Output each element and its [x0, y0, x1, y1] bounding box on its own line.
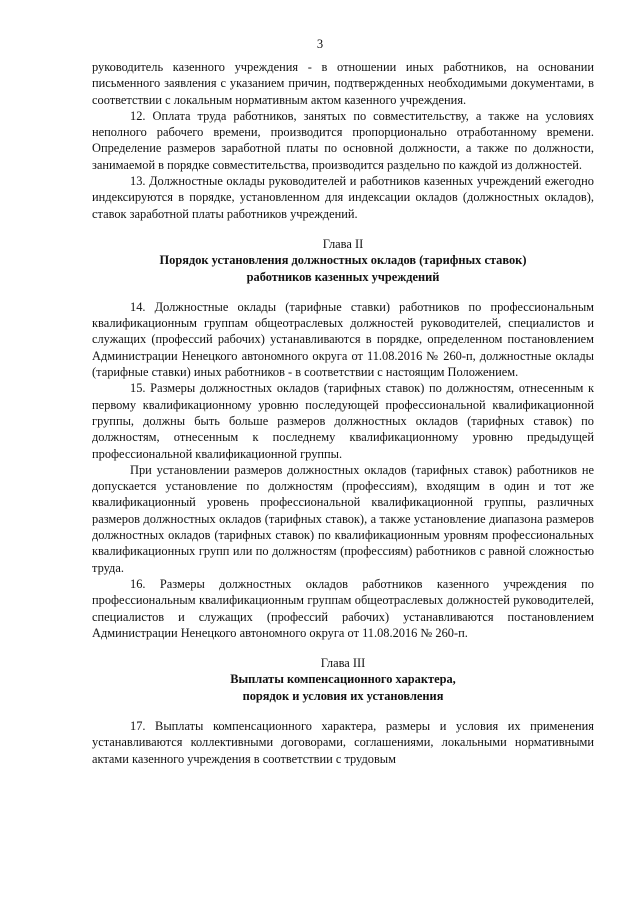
- paragraph-14: 14. Должностные оклады (тарифные ставки) работников по профессиональным квалификационным группам общеотраслевых должностей руководителей, специалистов и служащих (профессий рабочих) устанавливаются в порядке, определенном постановлением Администрации Ненецкого автономного округа от 11.08.2016 № 260-п, должностные оклады (тарифные ставки) иных работников - в соответствии с настоящим Положением.: [92, 299, 594, 380]
- chapter-2-title-line-2: работников казенных учреждений: [246, 269, 440, 284]
- paragraph-15-continued: При установлении размеров должностных окладов (тарифных ставок) работников не допускается установление по должностям (профессиям), входящим в один и тот же квалификационный уровень профессиональной квалификационной группы, различных размеров должностных окладов (тарифных ставок), а также установление диапазона размеров должностных окладов (тарифных ставок) по квалификационным уровням профессиональных квалификационных групп или по должностям (профессиям) работников с равной сложностью труда.: [92, 462, 594, 575]
- paragraph-12: 12. Оплата труда работников, занятых по совместительству, а также на условиях неполного рабочего времени, производится пропорционально отработанному времени. Определение размеров заработной платы по основной должности, а также по должности, занимаемой в порядке совместительства, производится раздельно по каждой из должностей.: [92, 108, 594, 172]
- chapter-3-title-line-2: порядок и условия их установления: [242, 688, 444, 703]
- paragraph-13: 13. Должностные оклады руководителей и работников казенных учреждений ежегодно индексируются в порядке, установленном для индексации окладов (должностных окладов), ставок заработной платы работников учреждений.: [92, 174, 594, 221]
- document-body: [92, 59, 594, 767]
- chapter-3-title-line-1: Выплаты компенсационного характера,: [230, 672, 456, 687]
- chapter-2-label: Глава II: [322, 236, 364, 251]
- chapter-3-label: Глава III: [320, 656, 366, 671]
- paragraph-17: 17. Выплаты компенсационного характера, размеры и условия их применения устанавливаются коллективными договорами, соглашениями, локальными нормативными актами казенного учреждения в соответствии с трудовым: [92, 718, 594, 766]
- paragraph-continuation: руководитель казенного учреждения - в отношении иных работников, на основании письменного заявления с указанием причин, подтвержденных необходимыми документами, в соответствии с локальным нормативным актом казенного учреждения.: [92, 60, 594, 107]
- chapter-2-title-line-1: Порядок установления должностных окладов (тарифных ставок): [159, 253, 527, 268]
- paragraph-16: 16. Размеры должностных окладов работников казенного учреждения по профессиональным квалификационным группам общеотраслевых должностей руководителей, специалистов и служащих (профессий рабочих) устанавливаются постановлением Администрации Ненецкого автономного округа от 11.08.2016 № 260-п.: [92, 576, 594, 640]
- paragraph-15: 15. Размеры должностных окладов (тарифных ставок) по должностям, отнесенным к первому квалификационному уровню последующей профессиональной квалификационной группы, должны быть больше размеров должностных окладов (тарифных ставок) по должностям, отнесенным к последнему квалификационному уровню предыдущей профессиональной квалификационной группы.: [92, 381, 594, 461]
- page-number: 3: [316, 37, 324, 51]
